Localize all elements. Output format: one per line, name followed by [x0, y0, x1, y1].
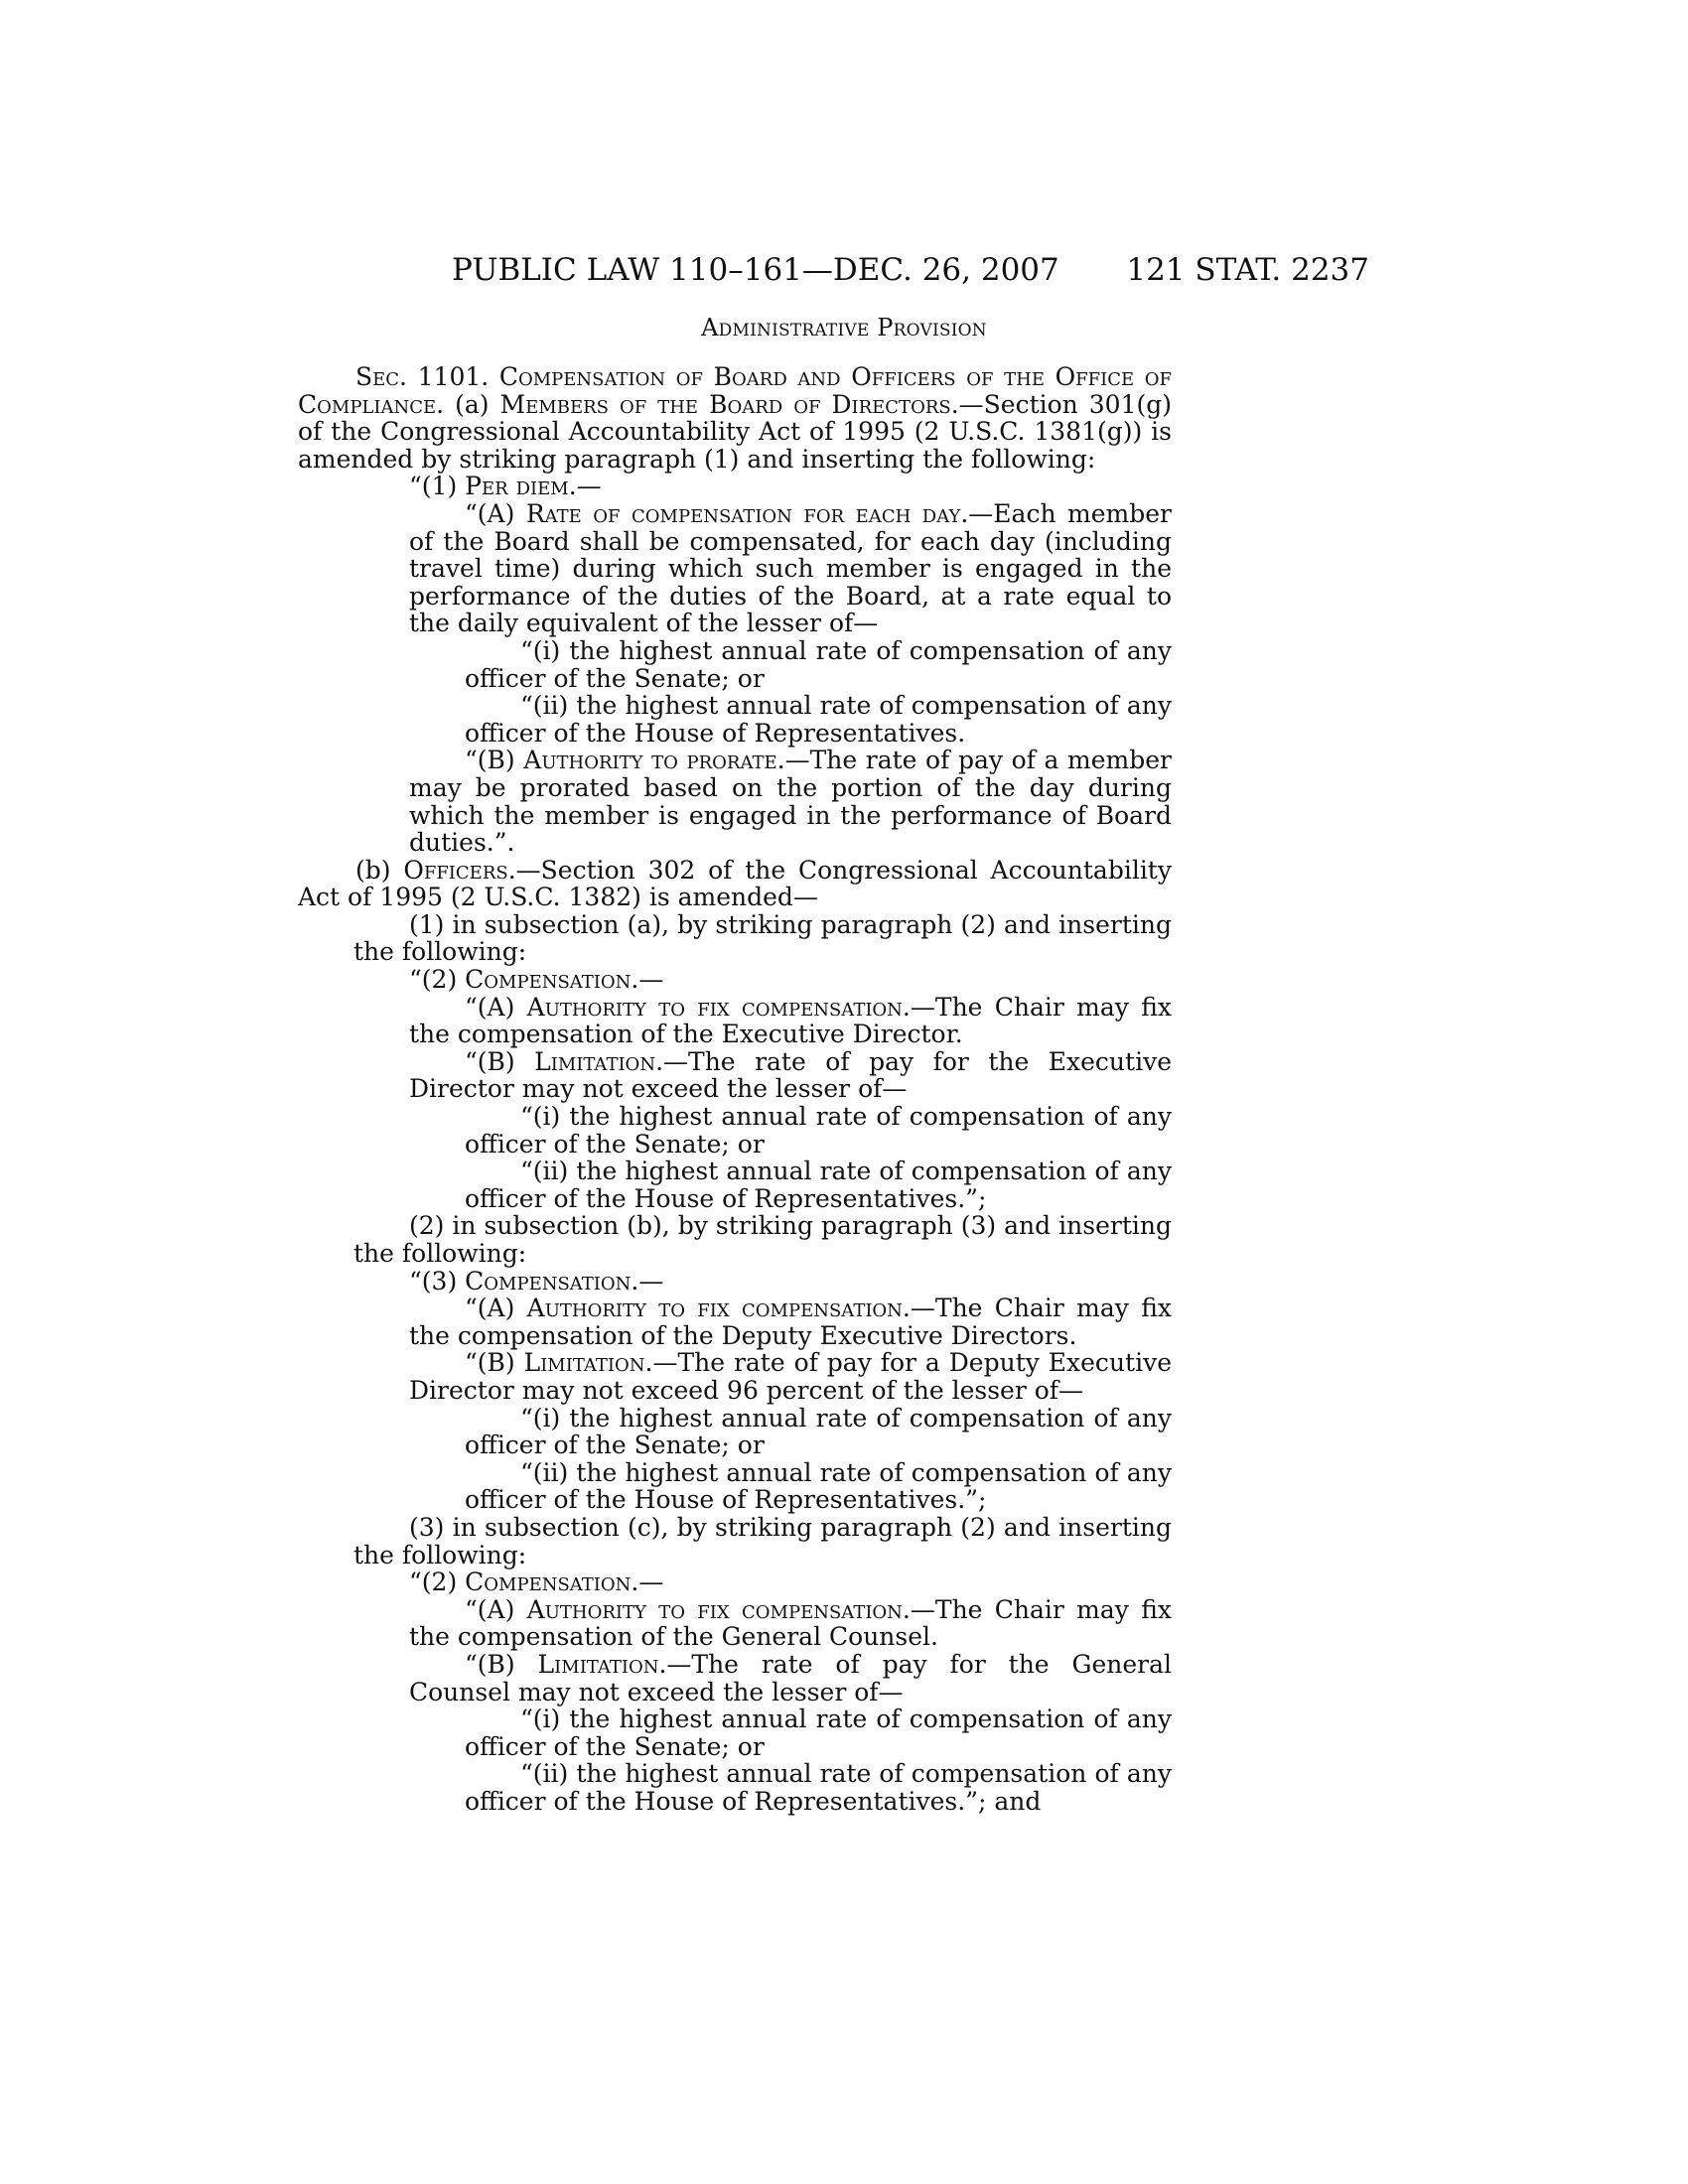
section-heading: Administrative Provision	[701, 314, 987, 341]
document-body	[298, 363, 1172, 1815]
item-3-A	[409, 1596, 1172, 1651]
item-3-B-text: —The rate of pay for the General Counsel may not exceed the lesser of—	[409, 1649, 1172, 1706]
paragraph-1-dash: —	[576, 472, 602, 501]
item-1-A-caption: Authority to fix compensation.	[526, 992, 911, 1022]
subsection-a-caption: Members of the Board of Directors.	[499, 389, 959, 419]
item-2-B	[409, 1349, 1172, 1404]
item-2-B-ii: “(ii) the highest annual rate of compensation of any officer of the House of Representatives.”;	[465, 1457, 1172, 1515]
header-stat-page: 121 STAT. 2237	[1126, 252, 1369, 288]
item-1-paragraph-label: “(2)	[409, 965, 466, 995]
item-1-paragraph-heading	[298, 966, 1172, 994]
item-3-A-caption: Authority to fix compensation.	[526, 1594, 911, 1624]
item-2-A-label: “(A)	[465, 1294, 527, 1323]
paragraph-1-label: “(1)	[409, 472, 466, 501]
item-3-B	[409, 1651, 1172, 1706]
item-1-A-label: “(A)	[465, 992, 527, 1022]
item-1-A-text: —The Chair may fix the compensation of the Executive Director.	[409, 992, 1172, 1049]
item-1-A	[409, 994, 1172, 1048]
item-3-B-caption: Limitation.	[537, 1649, 667, 1679]
item-1-paragraph-caption: Compensation.	[465, 965, 639, 995]
item-2-paragraph-label: “(3)	[409, 1266, 466, 1296]
item-1-B	[409, 1048, 1172, 1103]
paragraph-1A-i: “(i) the highest annual rate of compensation of any officer of the Senate; or	[465, 635, 1172, 693]
subsection-b-caption: Officers.	[403, 855, 516, 885]
item-2-B-i: “(i) the highest annual rate of compensation of any officer of the Senate; or	[465, 1403, 1172, 1460]
amendment-item-3: (3) in subsection (c), by striking paragraph (2) and inserting the following:	[353, 1512, 1172, 1570]
item-3-paragraph-caption: Compensation.	[465, 1568, 639, 1597]
paragraph-1-heading	[298, 473, 1172, 500]
header-public-law: PUBLIC LAW 110–161—DEC. 26, 2007	[452, 252, 1059, 288]
item-2-paragraph-dash: —	[638, 1266, 664, 1296]
item-2-paragraph-caption: Compensation.	[465, 1266, 639, 1296]
item-1-B-ii: “(ii) the highest annual rate of compensation of any officer of the House of Representatives.”;	[465, 1157, 1172, 1213]
item-1-B-caption: Limitation.	[534, 1046, 664, 1076]
item-2-A	[409, 1295, 1172, 1349]
paragraph-1B-caption: Authority to prorate.	[523, 746, 785, 775]
item-3-B-label: “(B)	[465, 1649, 538, 1679]
amendment-item-1: (1) in subsection (a), by striking paragraph (2) and inserting the following:	[353, 909, 1172, 967]
paragraph-1B-text: —The rate of pay of a member may be prorated based on the portion of the day during which the member is engaged in the performance of Board duties.”.	[409, 746, 1172, 858]
item-1-B-text: —The rate of pay for the Executive Director may not exceed the lesser of—	[409, 1046, 1172, 1104]
paragraph-1A-ii: “(ii) the highest annual rate of compensation of any officer of the House of Representatives.	[465, 691, 1172, 748]
subsection-b-label: (b)	[355, 855, 404, 885]
amendment-item-2: (2) in subsection (b), by striking paragraph (3) and inserting the following:	[353, 1211, 1172, 1268]
running-header	[452, 246, 1369, 294]
item-2-B-label: “(B)	[465, 1348, 524, 1378]
paragraph-1-caption: Per diem.	[465, 472, 577, 501]
paragraph-1B-label: “(B)	[465, 746, 524, 775]
item-2-B-text: —The rate of pay for a Deputy Executive Director may not exceed 96 percent of the lesser of—	[409, 1348, 1172, 1405]
paragraph-1A-text: —Each member of the Board shall be compensated, for each day (including travel time) during which such member is engaged in the performance of the duties of the Board, at a rate equal to the daily equivalent of the lesser of—	[409, 498, 1172, 638]
subsection-a-label: (a)	[444, 389, 500, 419]
paragraph-1A	[409, 500, 1172, 637]
item-1-B-i: “(i) the highest annual rate of compensation of any officer of the Senate; or	[465, 1102, 1172, 1159]
item-3-paragraph-label: “(2)	[409, 1568, 466, 1597]
sec-caption: Compensation of Board and Officers of the Office of Compliance.	[298, 362, 1172, 419]
sec-abbrev: Sec.	[355, 362, 407, 391]
subsection-b	[298, 857, 1172, 911]
item-2-paragraph-heading	[298, 1268, 1172, 1296]
subsection-a-text: —Section 301(g) of the Congressional Accountability Act of 1995 (2 U.S.C. 1381(g)) is amended by striking paragraph (1) and inserting the following:	[298, 389, 1173, 474]
sec-number: 1101.	[407, 362, 499, 391]
item-1-B-label: “(B)	[465, 1046, 535, 1076]
subsection-b-text: —Section 302 of the Congressional Accountability Act of 1995 (2 U.S.C. 1382) is amended—	[298, 855, 1172, 912]
sec-1101-intro	[298, 363, 1172, 473]
item-2-A-text: —The Chair may fix the compensation of the Deputy Executive Directors.	[409, 1294, 1172, 1350]
item-2-B-caption: Limitation.	[523, 1348, 653, 1378]
item-3-paragraph-heading	[298, 1569, 1172, 1596]
item-3-paragraph-dash: —	[638, 1568, 664, 1597]
item-3-B-i: “(i) the highest annual rate of compensation of any officer of the Senate; or	[465, 1705, 1172, 1761]
item-3-B-ii: “(ii) the highest annual rate of compensation of any officer of the House of Representatives.”; and	[465, 1759, 1172, 1816]
item-3-A-label: “(A)	[465, 1594, 527, 1624]
item-1-paragraph-dash: —	[638, 965, 664, 995]
paragraph-1B	[409, 747, 1172, 856]
paragraph-1A-caption: Rate of compensation for each day.	[525, 498, 969, 528]
paragraph-1A-label: “(A)	[465, 498, 526, 528]
item-2-A-caption: Authority to fix compensation.	[526, 1294, 911, 1323]
item-3-A-text: —The Chair may fix the compensation of the General Counsel.	[409, 1594, 1172, 1652]
